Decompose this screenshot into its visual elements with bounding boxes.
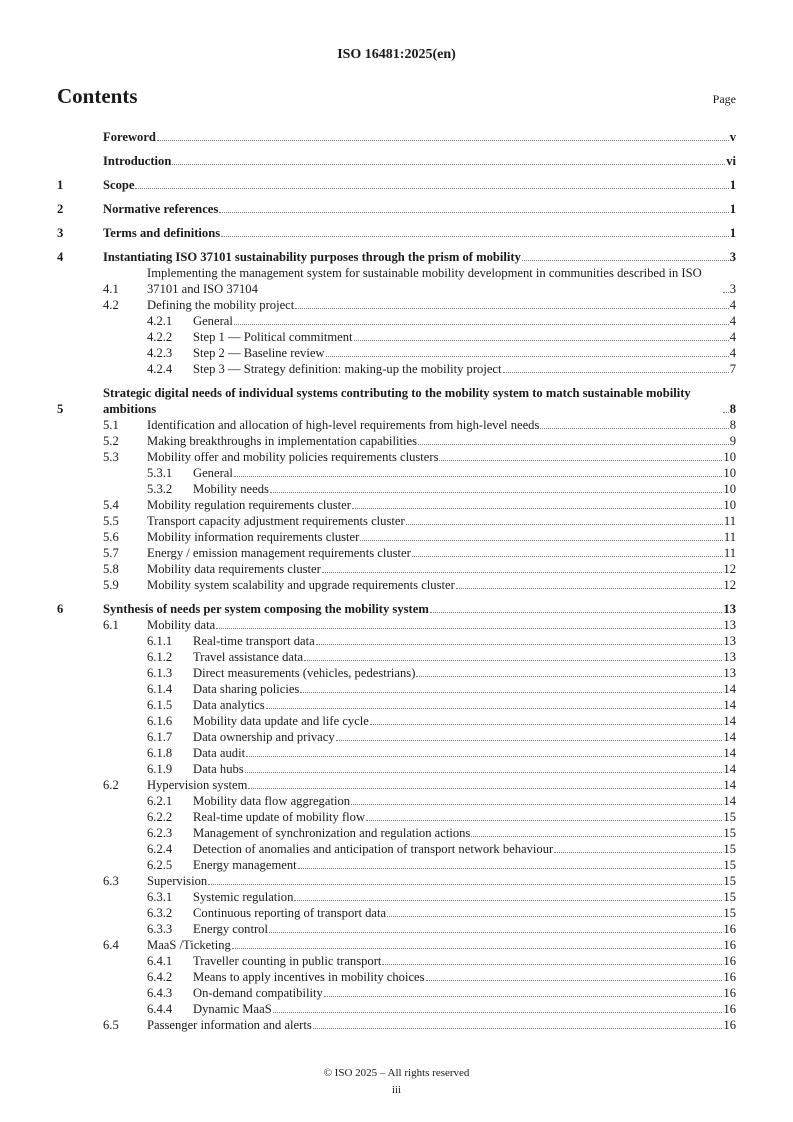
toc-entry-number: 4.2.1 bbox=[147, 314, 173, 328]
toc-entry-title: Data hubs bbox=[193, 762, 244, 776]
dot-leader bbox=[352, 508, 723, 509]
dot-leader bbox=[172, 164, 725, 165]
copyright-footer: © ISO 2025 – All rights reserved bbox=[323, 1067, 470, 1079]
toc-entry-title: Data ownership and privacy bbox=[193, 730, 335, 744]
toc-entry-title: Means to apply incentives in mobility choices bbox=[193, 970, 425, 984]
dot-leader bbox=[266, 708, 723, 709]
toc-entry-title: Transport capacity adjustment requirements cluster bbox=[147, 514, 405, 528]
toc-entry-number: 6.1.1 bbox=[147, 634, 173, 648]
dot-leader bbox=[232, 948, 723, 949]
toc-entry-page: 15 bbox=[723, 858, 736, 872]
dot-leader bbox=[304, 660, 722, 661]
toc-entry-title: Normative references bbox=[103, 202, 219, 216]
toc-entry-title: Supervision bbox=[147, 874, 208, 888]
dot-leader bbox=[723, 412, 729, 413]
toc-entry-title: Passenger information and alerts bbox=[147, 1018, 312, 1032]
dot-leader bbox=[351, 804, 722, 805]
toc-entry-number: 4.2.2 bbox=[147, 330, 173, 344]
toc-entry-number: 5.3.1 bbox=[147, 466, 173, 480]
toc-entry-number: 6.1.7 bbox=[147, 730, 173, 744]
toc-entry-page: 11 bbox=[723, 514, 736, 528]
toc-entry[interactable] bbox=[57, 713, 736, 729]
toc-entry-title: Energy / emission management requirements cluster bbox=[147, 546, 411, 560]
dot-leader bbox=[294, 900, 722, 901]
toc-entry[interactable] bbox=[57, 577, 736, 593]
toc-entry[interactable] bbox=[57, 601, 736, 617]
toc-entry-title: Real-time transport data bbox=[193, 634, 315, 648]
dot-leader bbox=[322, 572, 723, 573]
dot-leader bbox=[456, 588, 723, 589]
toc-entry[interactable] bbox=[57, 1001, 736, 1017]
toc-entry-page: 15 bbox=[723, 906, 736, 920]
toc-entry-number: 5.6 bbox=[103, 530, 119, 544]
toc-entry-number: 6.4.1 bbox=[147, 954, 173, 968]
toc-entry-number: 5.2 bbox=[103, 434, 119, 448]
toc-entry-title: Dynamic MaaS bbox=[193, 1002, 272, 1016]
toc-entry-page: 4 bbox=[729, 330, 736, 344]
dot-leader bbox=[295, 308, 728, 309]
toc-entry-page: 7 bbox=[729, 362, 736, 376]
toc-entry-page: 14 bbox=[723, 730, 736, 744]
toc-entry-title: Systemic regulation bbox=[193, 890, 294, 904]
toc-entry[interactable] bbox=[57, 249, 736, 265]
toc-entry-number: 6.2 bbox=[103, 778, 119, 792]
dot-leader bbox=[522, 260, 729, 261]
toc-entry-number: 6.3 bbox=[103, 874, 119, 888]
toc-entry-page: 13 bbox=[723, 602, 736, 616]
dot-leader bbox=[426, 980, 723, 981]
toc-entry[interactable] bbox=[57, 497, 736, 513]
dot-leader bbox=[157, 140, 729, 141]
toc-entry-number: 6.4.3 bbox=[147, 986, 173, 1000]
dot-leader bbox=[300, 692, 722, 693]
toc-entry-page: 15 bbox=[723, 810, 736, 824]
toc-entry[interactable] bbox=[57, 985, 736, 1001]
toc-entry-title: Making breakthroughs in implementation capabilities bbox=[147, 434, 418, 448]
toc-entry-page: 8 bbox=[729, 402, 736, 416]
toc-entry-title: Detection of anomalies and anticipation of transport network behaviour bbox=[193, 842, 554, 856]
toc-entry-page: 11 bbox=[723, 530, 736, 544]
dot-leader bbox=[234, 324, 729, 325]
toc-entry[interactable] bbox=[57, 545, 736, 561]
toc-entry-title: Mobility system scalability and upgrade requirements cluster bbox=[147, 578, 455, 592]
toc-entry-number: 4.1 bbox=[103, 282, 119, 296]
toc-entry-page: 14 bbox=[723, 778, 736, 792]
dot-leader bbox=[439, 460, 722, 461]
toc-entry-title: Continuous reporting of transport data bbox=[193, 906, 387, 920]
page-column-label: Page bbox=[712, 92, 736, 106]
toc-entry-page: 14 bbox=[723, 746, 736, 760]
toc-entry-title: Strategic digital needs of individual systems contributing to the mobility system to match sustainable mobility ambitions bbox=[103, 386, 691, 416]
toc-entry-page: 16 bbox=[723, 938, 736, 952]
toc-entry-page: v bbox=[729, 130, 736, 144]
toc-entry[interactable] bbox=[57, 225, 736, 241]
toc-entry-title: On-demand compatibility bbox=[193, 986, 323, 1000]
toc-entry-title: Step 3 — Strategy definition: making-up the mobility project bbox=[193, 362, 502, 376]
toc-entry-number: 5 bbox=[57, 402, 64, 416]
dot-leader bbox=[273, 1012, 723, 1013]
toc-entry-page: 10 bbox=[723, 466, 736, 480]
toc-entry-title: Step 2 — Baseline review bbox=[193, 346, 325, 360]
toc-entry-page: 14 bbox=[723, 698, 736, 712]
toc-entry-title: Introduction bbox=[103, 154, 172, 168]
dot-leader bbox=[370, 724, 723, 725]
toc-entry-title: Energy management bbox=[193, 858, 297, 872]
toc-entry-page: 14 bbox=[723, 714, 736, 728]
toc-entry-title: Data audit bbox=[193, 746, 246, 760]
toc-entry-page: 16 bbox=[723, 1002, 736, 1016]
toc-entry[interactable] bbox=[57, 329, 736, 345]
toc-entry[interactable] bbox=[57, 665, 736, 681]
dot-leader bbox=[245, 772, 723, 773]
document-id-header: ISO 16481:2025(en) bbox=[337, 47, 456, 62]
dot-leader bbox=[554, 852, 722, 853]
toc-entry-number: 4.2.3 bbox=[147, 346, 173, 360]
toc-entry-title: Mobility regulation requirements cluster bbox=[147, 498, 351, 512]
toc-entry-page: 4 bbox=[729, 298, 736, 312]
toc-entry[interactable] bbox=[57, 873, 736, 889]
toc-entry-title: Data sharing policies bbox=[193, 682, 300, 696]
toc-entry-title: Identification and allocation of high-level requirements from high-level needs bbox=[147, 418, 540, 432]
toc-entry-number: 3 bbox=[57, 226, 64, 240]
dot-leader bbox=[234, 476, 723, 477]
toc-entry-page: 15 bbox=[723, 842, 736, 856]
toc-entry[interactable] bbox=[57, 561, 736, 577]
toc-entry-number: 1 bbox=[57, 178, 64, 192]
toc-entry-number: 6.4.2 bbox=[147, 970, 173, 984]
toc-entry-page: 13 bbox=[723, 634, 736, 648]
toc-entry-page: 16 bbox=[723, 970, 736, 984]
toc-entry-page: 3 bbox=[729, 282, 736, 296]
toc-entry-page: 15 bbox=[723, 874, 736, 888]
toc-entry-number: 6.2.1 bbox=[147, 794, 173, 808]
dot-leader bbox=[416, 676, 722, 677]
dot-leader bbox=[430, 612, 723, 613]
dot-leader bbox=[354, 340, 729, 341]
dot-leader bbox=[723, 292, 729, 293]
toc-entry-title: Mobility needs bbox=[193, 482, 269, 496]
toc-entry-title: Travel assistance data bbox=[193, 650, 304, 664]
toc-entry-number: 6.1.6 bbox=[147, 714, 173, 728]
toc-entry-number: 4.2.4 bbox=[147, 362, 173, 376]
dot-leader bbox=[418, 444, 729, 445]
toc-entry-title: Mobility data requirements cluster bbox=[147, 562, 321, 576]
toc-entry-title: Mobility data flow aggregation bbox=[193, 794, 351, 808]
dot-leader bbox=[412, 556, 723, 557]
toc-entry-number: 5.1 bbox=[103, 418, 119, 432]
toc-entry-title: Hypervision system bbox=[147, 778, 248, 792]
toc-entry-page: 14 bbox=[723, 762, 736, 776]
toc-entry-page: 1 bbox=[729, 202, 736, 216]
toc-entry-title: General bbox=[193, 314, 233, 328]
toc-entry-page: 13 bbox=[723, 650, 736, 664]
toc-entry-number: 6.2.3 bbox=[147, 826, 173, 840]
dot-leader bbox=[216, 628, 722, 629]
toc-entry-number: 6.1.8 bbox=[147, 746, 173, 760]
toc-entry-title: Management of synchronization and regulation actions bbox=[193, 826, 471, 840]
toc-entry[interactable] bbox=[57, 313, 736, 329]
toc-entry[interactable] bbox=[57, 905, 736, 921]
toc-entry[interactable] bbox=[57, 385, 736, 417]
toc-entry[interactable] bbox=[57, 265, 736, 297]
toc-entry-title: Mobility offer and mobility policies requirements clusters bbox=[147, 450, 439, 464]
toc-entry[interactable] bbox=[57, 825, 736, 841]
toc-entry[interactable] bbox=[57, 201, 736, 217]
dot-leader bbox=[316, 644, 723, 645]
dot-leader bbox=[324, 996, 723, 997]
toc-entry-number: 6.1.2 bbox=[147, 650, 173, 664]
toc-entry[interactable] bbox=[57, 417, 736, 433]
toc-entry-page: 14 bbox=[723, 682, 736, 696]
toc-entry-page: 13 bbox=[723, 666, 736, 680]
toc-entry-number: 6.4 bbox=[103, 938, 119, 952]
toc-entry-number: 6.5 bbox=[103, 1018, 119, 1032]
toc-entry-title: Instantiating ISO 37101 sustainability purposes through the prism of mobility bbox=[103, 250, 521, 264]
dot-leader bbox=[270, 492, 722, 493]
toc-entry-number: 6.1.5 bbox=[147, 698, 173, 712]
dot-leader bbox=[540, 428, 728, 429]
toc-entry[interactable] bbox=[57, 513, 736, 529]
toc-entry-title: Step 1 — Political commitment bbox=[193, 330, 353, 344]
dot-leader bbox=[248, 788, 722, 789]
toc-entry[interactable] bbox=[57, 345, 736, 361]
toc-entry-page: 9 bbox=[729, 434, 736, 448]
dot-leader bbox=[471, 836, 722, 837]
toc-entry[interactable] bbox=[57, 449, 736, 465]
dot-leader bbox=[387, 916, 722, 917]
dot-leader bbox=[298, 868, 723, 869]
dot-leader bbox=[366, 820, 722, 821]
toc-entry[interactable] bbox=[57, 921, 736, 937]
dot-leader bbox=[503, 372, 729, 373]
toc-entry-number: 6.1.3 bbox=[147, 666, 173, 680]
toc-entry-title: Scope bbox=[103, 178, 135, 192]
toc-entry[interactable] bbox=[57, 361, 736, 377]
toc-entry[interactable] bbox=[57, 153, 736, 169]
toc-entry-page: vi bbox=[726, 154, 736, 168]
toc-entry-number: 6.1.9 bbox=[147, 762, 173, 776]
toc-entry-title: Defining the mobility project bbox=[147, 298, 295, 312]
toc-entry-page: 11 bbox=[723, 546, 736, 560]
dot-leader bbox=[135, 188, 728, 189]
toc-entry-page: 10 bbox=[723, 450, 736, 464]
toc-entry-page: 15 bbox=[723, 890, 736, 904]
toc-entry-number: 5.5 bbox=[103, 514, 119, 528]
toc-entry[interactable] bbox=[57, 841, 736, 857]
toc-entry-number: 6.1.4 bbox=[147, 682, 173, 696]
toc-entry[interactable] bbox=[57, 129, 736, 145]
toc-entry[interactable] bbox=[57, 857, 736, 873]
dot-leader bbox=[219, 212, 728, 213]
page-number: iii bbox=[391, 1084, 402, 1096]
toc-entry[interactable] bbox=[57, 953, 736, 969]
toc-entry-page: 1 bbox=[729, 226, 736, 240]
toc-entry-number: 6.3.2 bbox=[147, 906, 173, 920]
toc-entry-number: 5.8 bbox=[103, 562, 119, 576]
toc-entry-page: 4 bbox=[729, 314, 736, 328]
toc-entry-title: Direct measurements (vehicles, pedestrians) bbox=[193, 666, 416, 680]
toc-entry[interactable] bbox=[57, 937, 736, 953]
toc-entry[interactable] bbox=[57, 761, 736, 777]
toc-entry-page: 16 bbox=[723, 1018, 736, 1032]
toc-entry-title: Mobility data bbox=[147, 618, 216, 632]
toc-entry-page: 10 bbox=[723, 482, 736, 496]
toc-entry-page: 12 bbox=[723, 562, 736, 576]
toc-entry-page: 14 bbox=[723, 794, 736, 808]
toc-entry[interactable] bbox=[57, 681, 736, 697]
table-of-contents bbox=[57, 129, 736, 1033]
toc-entry[interactable] bbox=[57, 809, 736, 825]
toc-entry-number: 6.2.4 bbox=[147, 842, 173, 856]
toc-entry[interactable] bbox=[57, 729, 736, 745]
toc-entry-number: 6.2.5 bbox=[147, 858, 173, 872]
toc-entry-page: 15 bbox=[723, 826, 736, 840]
toc-entry[interactable] bbox=[57, 745, 736, 761]
toc-entry[interactable] bbox=[57, 793, 736, 809]
toc-entry[interactable] bbox=[57, 633, 736, 649]
toc-entry-page: 16 bbox=[723, 986, 736, 1000]
toc-entry[interactable] bbox=[57, 969, 736, 985]
dot-leader bbox=[406, 524, 723, 525]
toc-entry-title: Terms and definitions bbox=[103, 226, 221, 240]
dot-leader bbox=[326, 356, 729, 357]
toc-entry-number: 4.2 bbox=[103, 298, 119, 312]
toc-entry-page: 3 bbox=[729, 250, 736, 264]
dot-leader bbox=[246, 756, 722, 757]
dot-leader bbox=[269, 932, 722, 933]
toc-entry-number: 5.3 bbox=[103, 450, 119, 464]
toc-entry[interactable] bbox=[57, 697, 736, 713]
toc-entry[interactable] bbox=[57, 617, 736, 633]
toc-entry-number: 6.3.3 bbox=[147, 922, 173, 936]
toc-entry-title: Foreword bbox=[103, 130, 156, 144]
toc-entry-title: MaaS /Ticketing bbox=[147, 938, 231, 952]
toc-entry-number: 5.4 bbox=[103, 498, 119, 512]
toc-entry-page: 8 bbox=[729, 418, 736, 432]
dot-leader bbox=[221, 236, 729, 237]
toc-entry[interactable] bbox=[57, 777, 736, 793]
dot-leader bbox=[208, 884, 722, 885]
toc-entry-page: 16 bbox=[723, 922, 736, 936]
toc-entry-title: General bbox=[193, 466, 233, 480]
toc-entry-number: 6.4.4 bbox=[147, 1002, 173, 1016]
toc-entry-title: Synthesis of needs per system composing the mobility system bbox=[103, 602, 429, 616]
dot-leader bbox=[382, 964, 722, 965]
toc-entry[interactable] bbox=[57, 465, 736, 481]
contents-heading: Contents bbox=[57, 84, 138, 108]
toc-entry-number: 4 bbox=[57, 250, 64, 264]
toc-entry-title: Mobility information requirements cluster bbox=[147, 530, 360, 544]
toc-entry[interactable] bbox=[57, 529, 736, 545]
toc-entry[interactable] bbox=[57, 433, 736, 449]
toc-entry-number: 6.2.2 bbox=[147, 810, 173, 824]
toc-entry-title: Data analytics bbox=[193, 698, 265, 712]
toc-entry-page: 16 bbox=[723, 954, 736, 968]
dot-leader bbox=[360, 540, 723, 541]
toc-entry-title: Real-time update of mobility flow bbox=[193, 810, 366, 824]
toc-entry-number: 5.7 bbox=[103, 546, 119, 560]
toc-entry-page: 4 bbox=[729, 346, 736, 360]
toc-entry-page: 10 bbox=[723, 498, 736, 512]
toc-entry-page: 12 bbox=[723, 578, 736, 592]
dot-leader bbox=[313, 1028, 723, 1029]
toc-entry-page: 1 bbox=[729, 178, 736, 192]
toc-entry[interactable] bbox=[57, 481, 736, 497]
toc-entry[interactable] bbox=[57, 889, 736, 905]
toc-entry-title: Energy control bbox=[193, 922, 268, 936]
toc-entry-number: 6 bbox=[57, 602, 64, 616]
toc-entry-title: Traveller counting in public transport bbox=[193, 954, 382, 968]
toc-entry[interactable] bbox=[57, 1017, 736, 1033]
toc-entry-number: 5.9 bbox=[103, 578, 119, 592]
toc-entry-title: Implementing the management system for sustainable mobility development in communities described in ISO 37101 and ISO 37104 bbox=[147, 266, 702, 296]
toc-entry-number: 6.3.1 bbox=[147, 890, 173, 904]
toc-entry-number: 2 bbox=[57, 202, 64, 216]
dot-leader bbox=[336, 740, 723, 741]
toc-entry-number: 6.1 bbox=[103, 618, 119, 632]
toc-entry-title: Mobility data update and life cycle bbox=[193, 714, 369, 728]
toc-entry[interactable] bbox=[57, 177, 736, 193]
toc-entry-number: 5.3.2 bbox=[147, 482, 173, 496]
toc-entry[interactable] bbox=[57, 297, 736, 313]
toc-entry-page: 13 bbox=[723, 618, 736, 632]
toc-entry[interactable] bbox=[57, 649, 736, 665]
